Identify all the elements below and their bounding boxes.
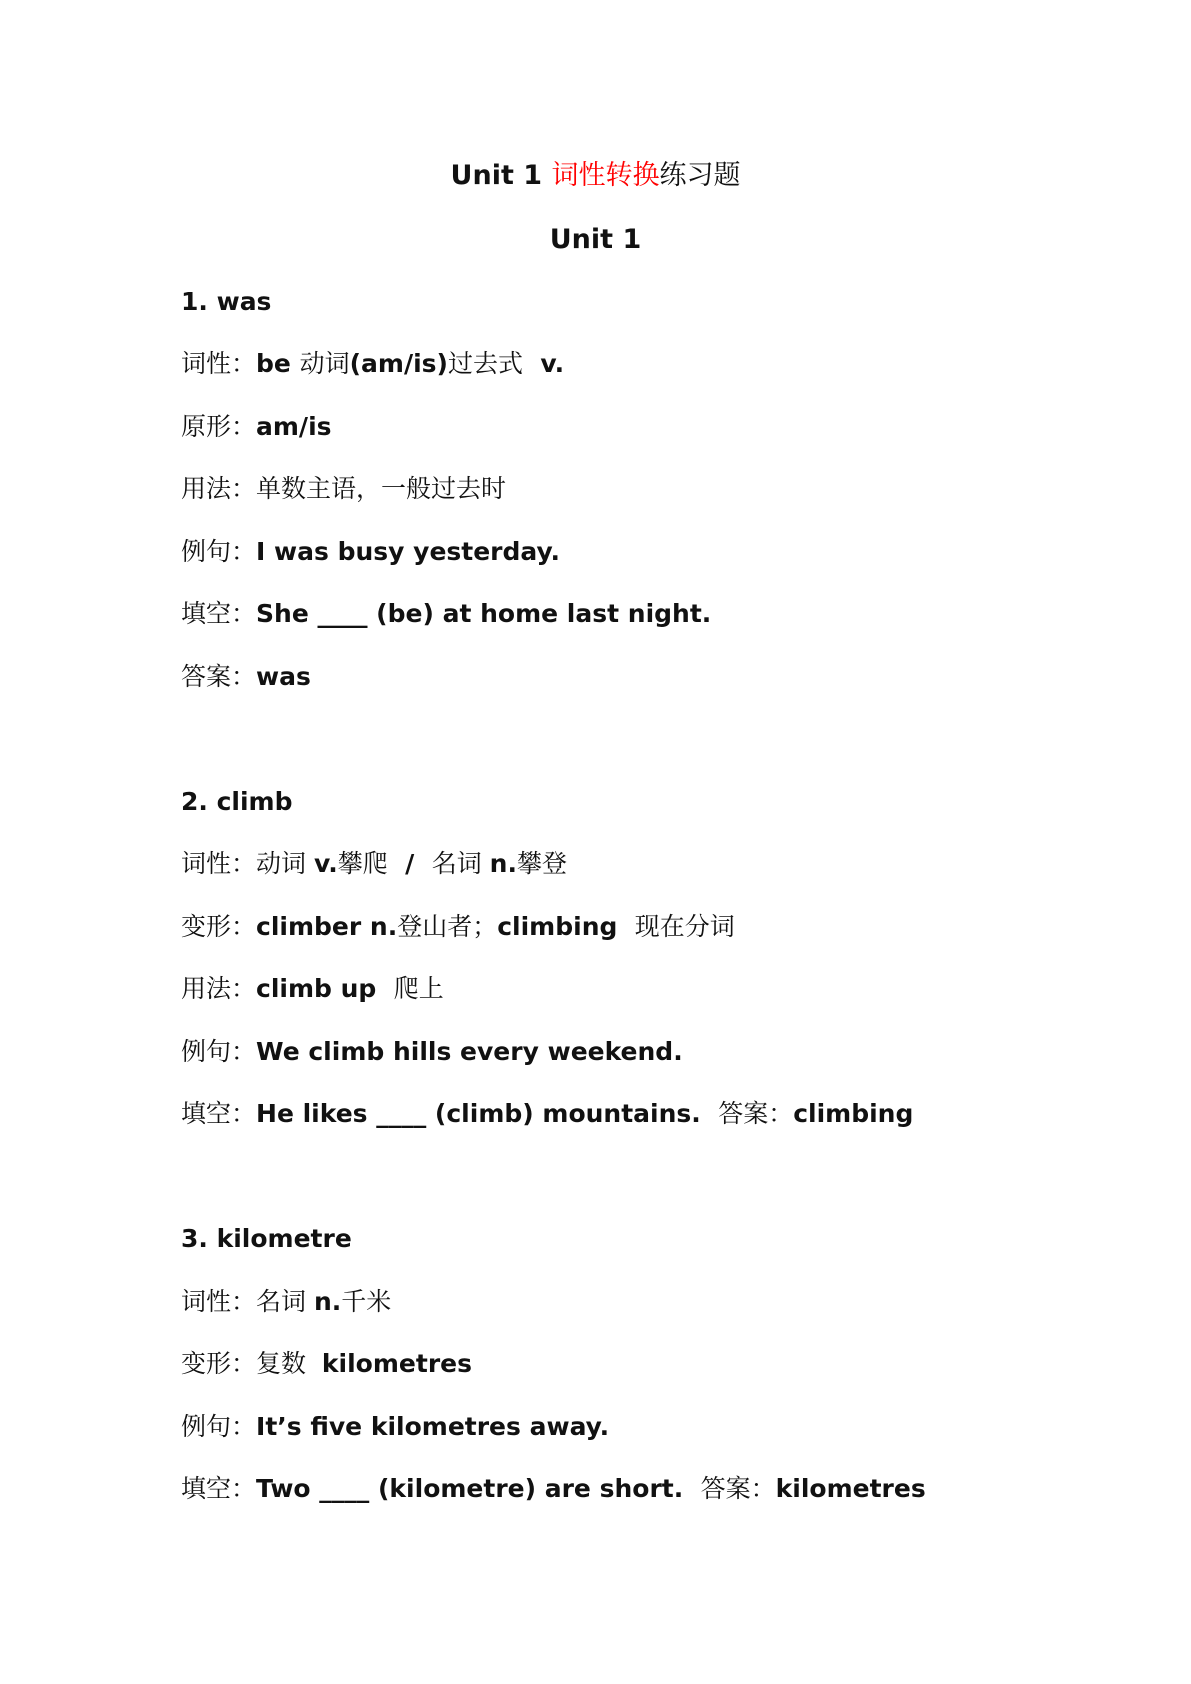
answer-value: climbing (793, 1099, 914, 1128)
title-suffix: 练习题 (659, 160, 741, 191)
fill-label: 填空： (181, 1099, 257, 1128)
title-prefix: Unit 1 (450, 160, 552, 191)
fill-value: She ____ (be) at home last night. (256, 599, 712, 628)
answer-label: 答案： (700, 1474, 776, 1503)
answer-value: kilometres (775, 1474, 926, 1503)
entry-example-line (181, 1035, 683, 1069)
entry-base-line (181, 410, 332, 444)
fill-value: Two ____ (kilometre) are short. (256, 1474, 701, 1503)
pos-part: n. (489, 849, 517, 878)
base-label: 原形： (181, 412, 257, 441)
page-subtitle (0, 222, 1191, 258)
entry-pos-line (181, 847, 567, 881)
pos-part: v. (313, 849, 338, 878)
entry-heading: 3. kilometre (181, 1224, 352, 1253)
pos-label: 词性： (181, 849, 257, 878)
pos-part: 名词 (431, 849, 490, 878)
entry-answer-line (181, 660, 311, 694)
pos-part: 攀爬 (337, 849, 388, 878)
pos-part: 千米 (341, 1287, 392, 1316)
pos-label: 词性： (181, 1287, 257, 1316)
form-label: 变形： (181, 912, 257, 941)
entry-heading: 2. climb (181, 787, 293, 816)
form-part: climbing (497, 912, 635, 941)
form-part: 现在分词 (634, 912, 735, 941)
pos-part: v. (522, 349, 565, 378)
usage-part: climb up (256, 974, 394, 1003)
example-value: I was busy yesterday. (256, 537, 561, 566)
example-label: 例句： (181, 1037, 257, 1066)
entry-example-line (181, 1410, 609, 1444)
answer-label: 答案： (181, 662, 257, 691)
pos-part: 名词 (256, 1287, 314, 1316)
subtitle-text: Unit 1 (549, 224, 642, 255)
title-highlight: 词性转换 (551, 160, 660, 191)
page-title (0, 158, 1191, 194)
form-part: 复数 (256, 1349, 322, 1378)
pos-part: (am/is) (349, 349, 448, 378)
form-part: 登山者； (397, 912, 498, 941)
pos-part: 过去式 (447, 349, 523, 378)
pos-part: n. (313, 1287, 342, 1316)
pos-part: 动词 (256, 849, 314, 878)
pos-part: 攀登 (516, 849, 567, 878)
example-value: We climb hills every weekend. (256, 1037, 683, 1066)
usage-part: 爬上 (393, 974, 444, 1003)
pos-part: 动词 (299, 349, 350, 378)
pos-label: 词性： (181, 349, 257, 378)
entry-fill-line (181, 1472, 926, 1506)
entry-fill-line (181, 597, 711, 631)
entry-usage-line (181, 972, 444, 1006)
entry-fill-line (181, 1097, 913, 1131)
pos-part: be (256, 349, 300, 378)
form-part: kilometres (321, 1349, 472, 1378)
example-value: It’s five kilometres away. (256, 1412, 610, 1441)
entry-pos-line (181, 1285, 391, 1319)
entry-form-line (181, 910, 735, 944)
fill-label: 填空： (181, 599, 257, 628)
fill-label: 填空： (181, 1474, 257, 1503)
answer-label: 答案： (718, 1099, 794, 1128)
answer-value: was (256, 662, 311, 691)
usage-label: 用法： (181, 474, 257, 503)
form-part: climber n. (256, 912, 398, 941)
entry-usage-line (181, 472, 506, 506)
entry-form-line (181, 1347, 472, 1381)
pos-part: / (387, 849, 432, 878)
example-label: 例句： (181, 1412, 257, 1441)
entry-pos-line (181, 347, 564, 381)
entry-example-line (181, 535, 560, 569)
usage-label: 用法： (181, 974, 257, 1003)
entry-heading: 1. was (181, 287, 272, 316)
example-label: 例句： (181, 537, 257, 566)
base-value: am/is (256, 412, 332, 441)
form-label: 变形： (181, 1349, 257, 1378)
usage-value: 单数主语，一般过去时 (256, 474, 507, 503)
fill-value: He likes ____ (climb) mountains. (256, 1099, 719, 1128)
